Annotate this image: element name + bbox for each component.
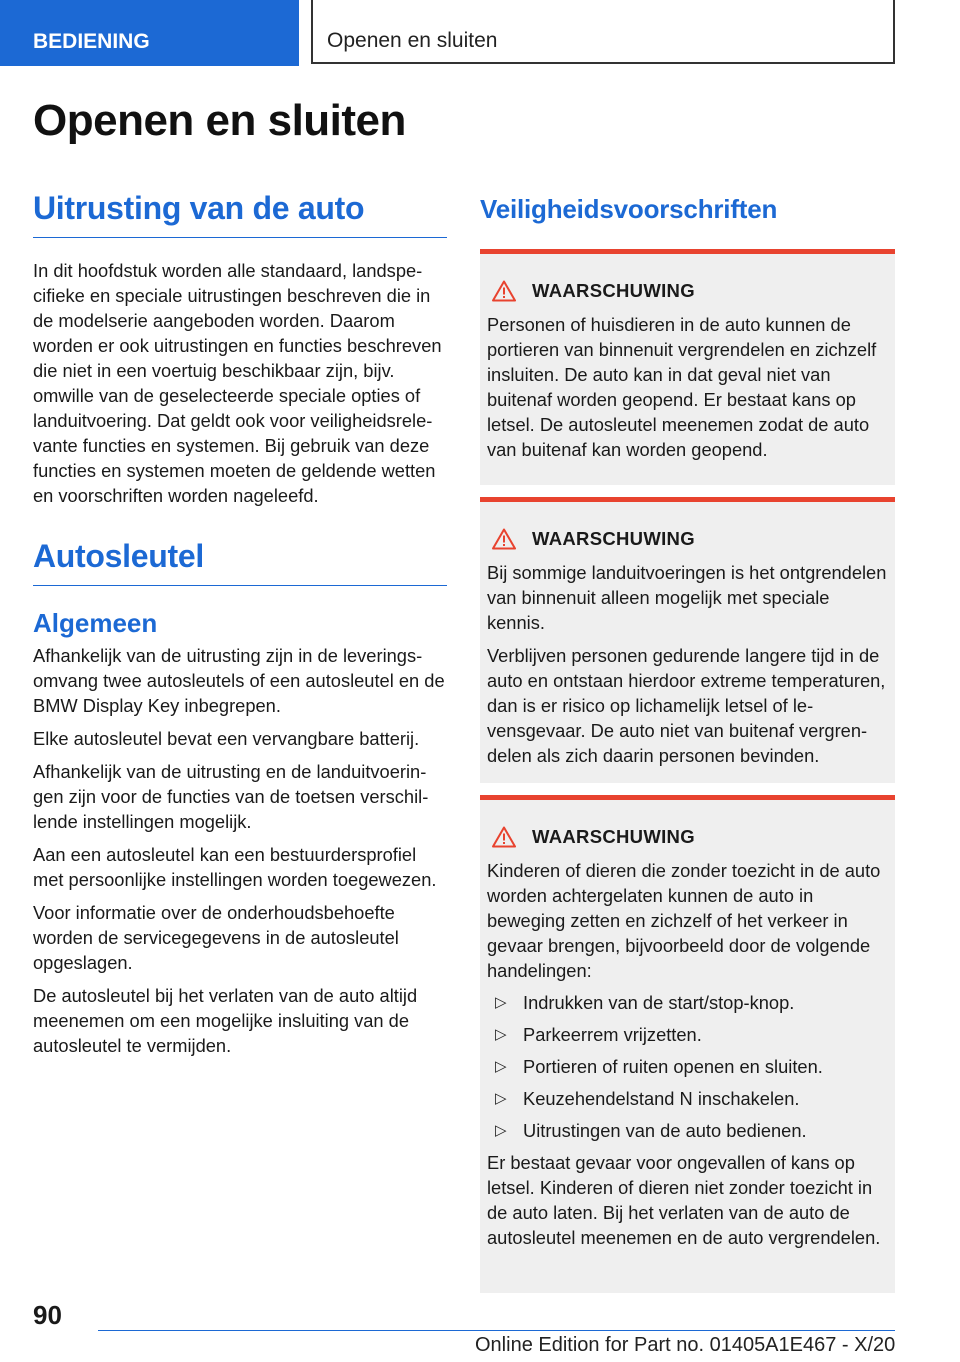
list-item <box>487 1022 888 1047</box>
warning-box <box>480 249 895 485</box>
triangle-bullet-icon: ▷ <box>495 1058 507 1075</box>
warning-box <box>480 795 895 1293</box>
warning-triangle-icon <box>492 528 516 550</box>
warning-triangle-icon <box>492 280 516 302</box>
paragraph: Afhankelijk van de uitrusting en de landuitvoeringen zijn voor de functies van de toetsen verschillende instellingen mogelijk. <box>33 761 429 832</box>
list-item <box>487 1118 888 1143</box>
equipment-heading: Uitrusting van de auto <box>33 190 447 238</box>
paragraph: Afhankelijk van de uitrusting zijn in de leveringsomvang twee autosleutels of een autosleutel en de BMW Display Key inbegrepen. <box>33 645 445 716</box>
triangle-bullet-icon: ▷ <box>495 1090 507 1107</box>
list-item <box>487 1086 888 1111</box>
warning-triangle-icon <box>492 826 516 848</box>
right-column <box>480 190 895 1293</box>
warning-text: Personen of huisdieren in de auto kunnen de portieren van binnenuit vergrendelen en zichzelf insluiten. De auto kan in dat geval niet van buitenaf worden geopend. Er bestaat kans op letsel. De autosleutel meenemen zodat de auto van buitenaf kan worden geopend. <box>487 314 877 460</box>
autosleutel-heading: Autosleutel <box>33 538 447 586</box>
warning-text: Kinderen of dieren die zonder toezicht in de auto worden achtergelaten kunnen de auto in beweging zetten en zichzelf of het verkeer in gevaar brengen, bijvoorbeeld door de volgende handelingen: <box>487 860 881 981</box>
left-column <box>33 190 447 1066</box>
triangle-bullet-icon: ▷ <box>495 1122 507 1139</box>
paragraph: Aan een autosleutel kan een bestuurdersprofiel met persoonlijke instellingen worden toegewezen. <box>33 844 437 890</box>
page-number: 90 <box>33 1300 62 1330</box>
safety-heading: Veiligheidsvoorschriften <box>480 194 778 224</box>
list-item-text: Parkeerrem vrijzetten. <box>523 1024 702 1045</box>
algemeen-heading: Algemeen <box>33 608 158 638</box>
warning-label: WAARSCHUWING <box>532 826 695 847</box>
equipment-text: In dit hoofdstuk worden alle standaard, landspecifieke en speciale uitrustingen beschreven die in de modelserie aangeboden worden. Daarom worden er ook uitrustingen en functies beschreven die niet in een voertuig beschikbaar zijn, bijv. omwille van de geselecteerde speciale opties of landuitvoering. Dat geldt ook voor veiligheidsrelevante functies en systemen. Bij gebruik van deze functies en systemen moeten de geldende wetten en voorschriften worden nageleefd. <box>33 260 442 506</box>
triangle-bullet-icon: ▷ <box>495 994 507 1011</box>
list-item <box>487 990 888 1015</box>
list-item-text: Indrukken van de start/stop-knop. <box>523 992 795 1013</box>
warning-header <box>487 276 888 306</box>
warning-label: WAARSCHUWING <box>532 528 695 549</box>
paragraph: De autosleutel bij het verlaten van de auto altijd meenemen om een mogelijke insluiting van de autosleutel te vermijden. <box>33 985 418 1056</box>
paragraph: Elke autosleutel bevat een vervangbare batterij. <box>33 728 420 749</box>
chapter-tab: Openen en sluiten <box>311 0 895 64</box>
warning-closing-text: Er bestaat gevaar voor ongevallen of kans op letsel. Kinderen of dieren niet zonder toezicht in de auto laten. Bij het verlaten van de auto de autosleutel meenemen en de auto vergrendelen. <box>487 1152 881 1248</box>
list-item-text: Keuzehendelstand N inschakelen. <box>523 1088 800 1109</box>
warning-text: Verblijven personen gedurende langere tijd in de auto en ontstaan hierdoor extreme temperaturen, dan is er risico op lichamelijk letsel of levensgevaar. De auto niet van buitenaf vergrendelen als zich daarin personen bevinden. <box>487 645 886 766</box>
warning-header <box>487 822 888 852</box>
warning-box <box>480 497 895 783</box>
page-title: Openen en sluiten <box>33 96 406 145</box>
list-item-text: Uitrustingen van de auto bedienen. <box>523 1120 807 1141</box>
triangle-bullet-icon: ▷ <box>495 1026 507 1043</box>
paragraph: Voor informatie over de onderhoudsbehoefte worden de servicegegevens in de autosleutel opgeslagen. <box>33 902 399 973</box>
section-tab: BEDIENING <box>0 0 299 66</box>
edition-text: Online Edition for Part no. 01405A1E467 - X/20 <box>475 1334 896 1356</box>
list-item-text: Portieren of ruiten openen en sluiten. <box>523 1056 823 1077</box>
warning-text: Bij sommige landuitvoeringen is het ontgrendelen van binnenuit alleen mogelijk met speciale kennis. <box>487 562 887 633</box>
warning-label: WAARSCHUWING <box>532 280 695 301</box>
footer-divider <box>98 1330 895 1331</box>
page-header <box>0 0 960 66</box>
list-item <box>487 1054 888 1079</box>
warning-header <box>487 524 888 554</box>
